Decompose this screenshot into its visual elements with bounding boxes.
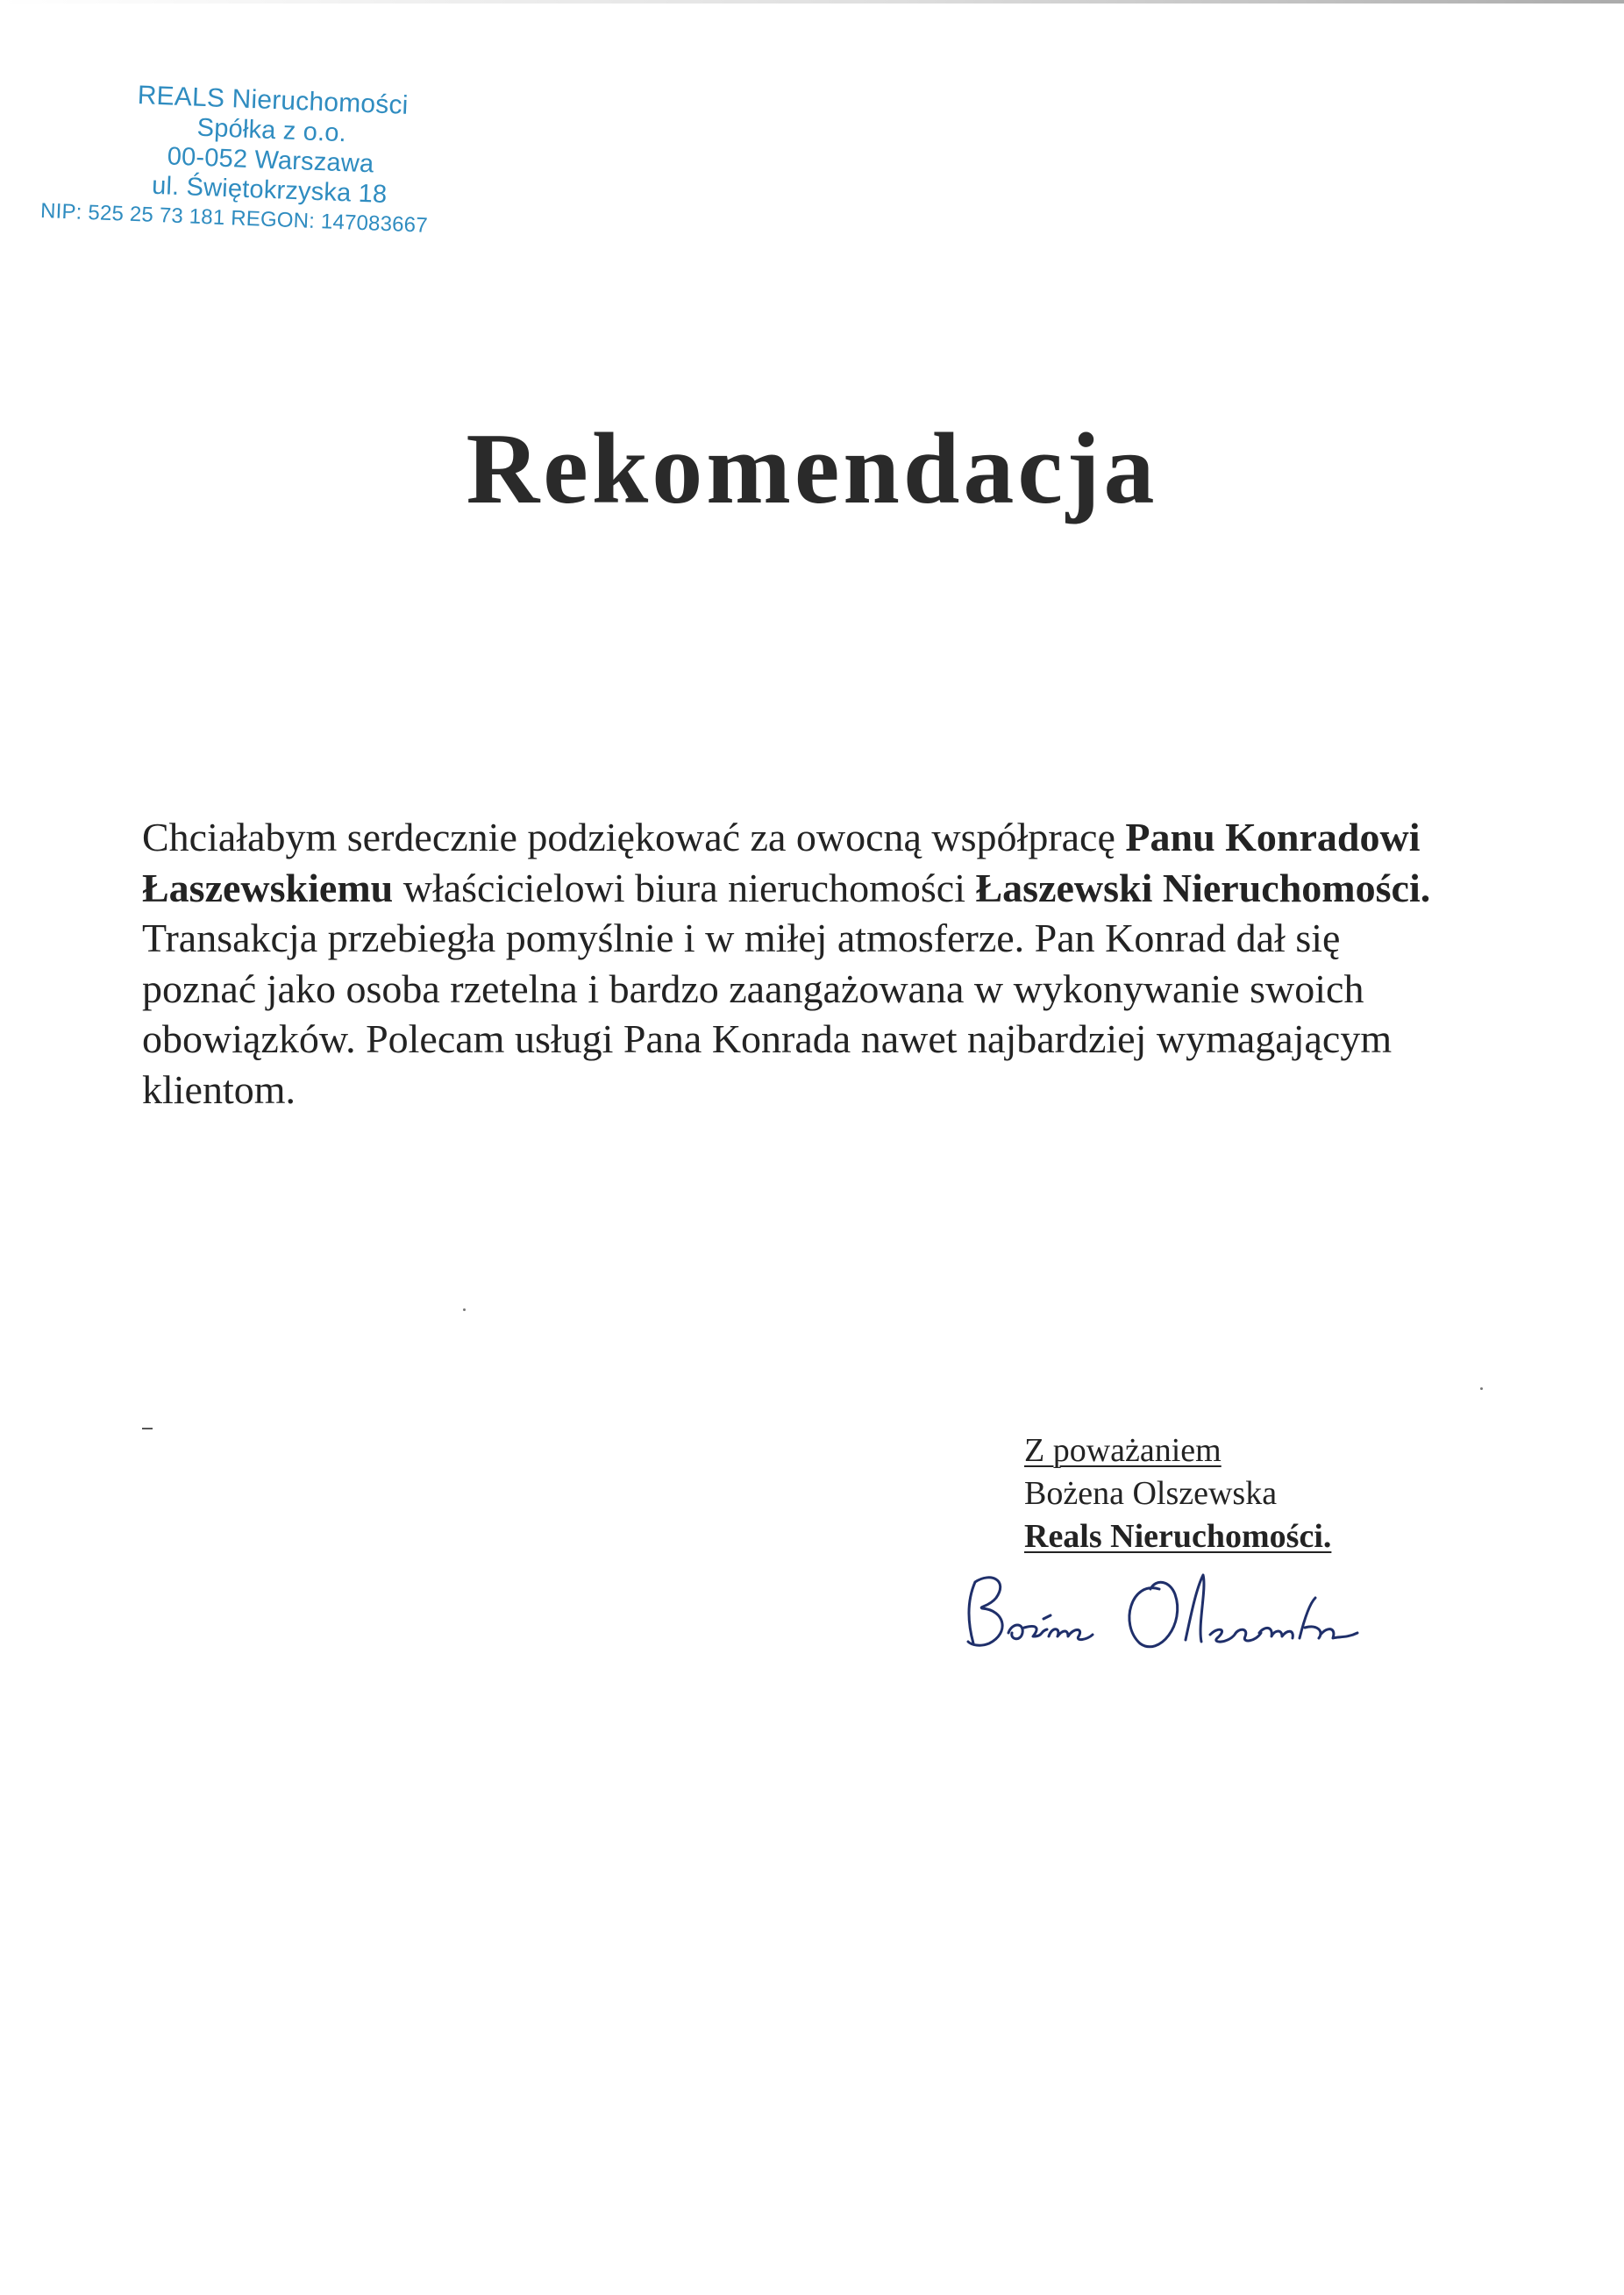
stamp-postal-city: 00-052 Warszawa [167,142,374,179]
body-text-role: właścicielowi biura nieruchomości [393,865,976,910]
stamp-company-form: Spółka z o.o. [196,113,347,148]
scan-edge [0,0,1624,4]
closing-company: Reals Nieruchomości. [1024,1518,1332,1555]
company-stamp [39,77,501,244]
handwritten-signature [956,1563,1394,1659]
body-text-intro: Chciałabym serdecznie podziękować za owocną współpracę [142,815,1126,859]
stamp-street: ul. Świętokrzyska 18 [151,171,388,210]
document-title: Rekomendacja [466,413,1158,525]
scan-artifact-dash [142,1428,153,1429]
body-paragraph-1 [142,812,1457,913]
scan-artifact-dot [1480,1387,1483,1390]
closing-greeting: Z poważaniem [1024,1432,1222,1469]
stamp-tax-ids: NIP: 525 25 73 181 REGON: 147083667 [39,198,429,238]
body-agency-name: Łaszewski Nieruchomości. [975,865,1431,910]
body-recipient-name: Panu Konradowi Łaszewskiemu [142,815,1421,910]
closing-signer-name: Bożena Olszewska [1024,1475,1278,1512]
scan-artifact-dot [463,1308,466,1311]
letter-body [142,812,1457,1115]
closing-block [1024,1429,1331,1558]
body-paragraph-2: Transakcja przebiegła pomyślnie i w miłej atmosferze. Pan Konrad dał się poznać jako osoba rzetelna i bardzo zaangażowana w wykonywanie swoich obowiązków. Polecam usługi Pana Konrada nawet najbardziej wymagającym klientom. [142,916,1393,1112]
stamp-company-name: REALS Nieruchomości [137,81,410,120]
